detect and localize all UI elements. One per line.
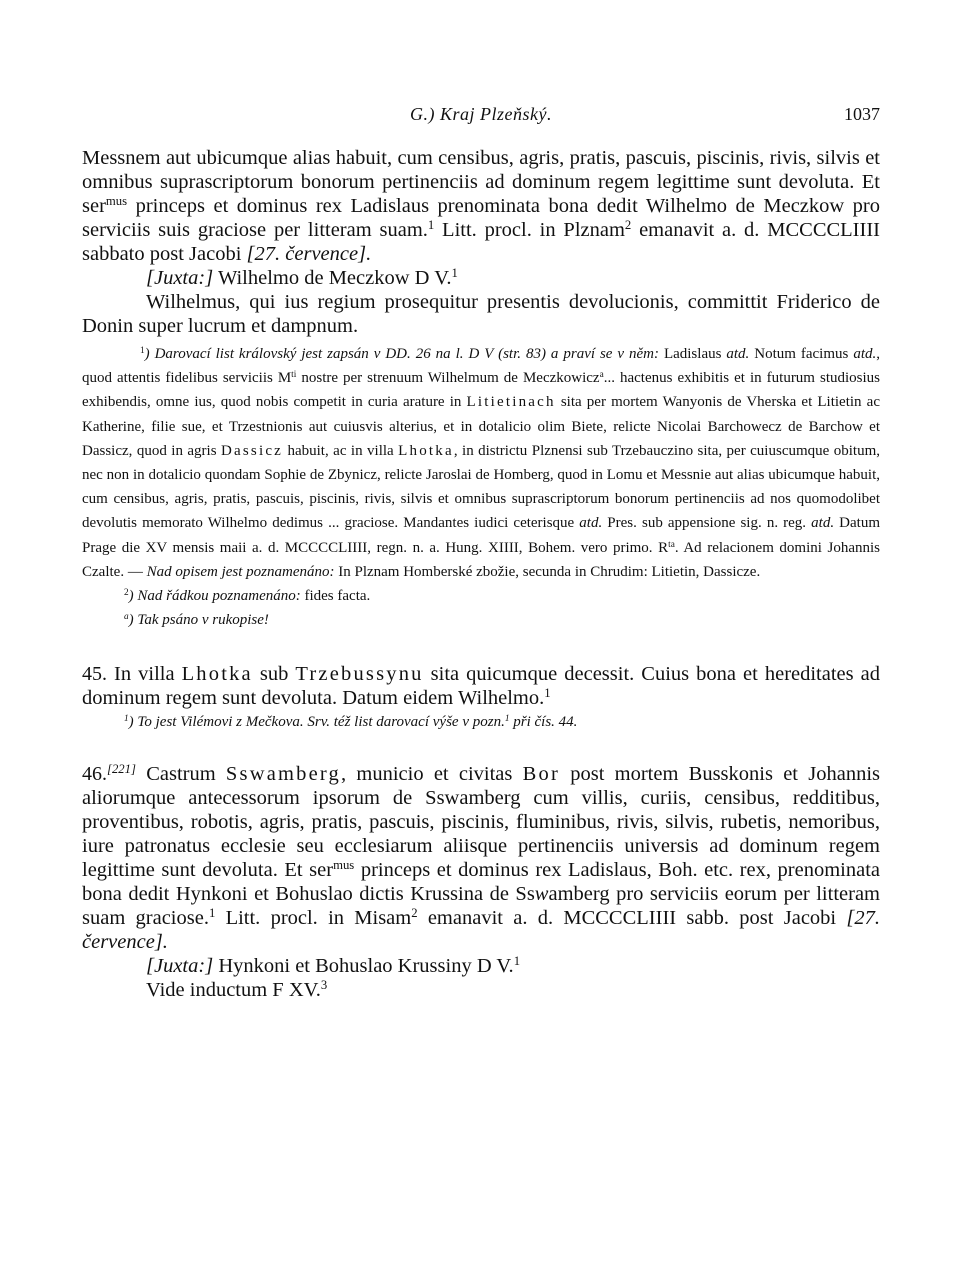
juxta-line: [Juxta:] Wilhelmo de Meczkow D V.$^1$ bbox=[146, 266, 458, 289]
page-number: 1037 bbox=[844, 104, 880, 124]
wilhelmus-paragraph: Wilhelmus, qui ius regium prosequitur presentis devolucionis, committit Friderico de Donin super lucrum et dampnum. bbox=[82, 291, 880, 337]
entry-46: 46.[221] Castrum Sswamberg, municio et civitas Bor post mortem Busskonis et Johannis aliorumque antecessorum ipsorum de Sswamberg cum villis, curiis, censibus, redditibus, proventibus, robotis, agris, pratis, pascuis, piscinis, fluminibus, rivis, silvis, rubetis, nemoribus, iure patronatus ecclesie seu ecclesiarum aliisque pertinenciis universis ad dominum regem legittime sunt devoluta. Et ser$^{mus}$ princeps et dominus rex Ladislaus, Boh. etc. rex, prenominata bona dedit Hynkoni et Bohuslao dictis Krussina de Sswamberg pro serviciis eorum per litteram suam graciose.$^1$ Litt. procl. in Misam$^2$ emanavit a. d. MCCCCLIIII sabb. post Jacobi [27. července]. bbox=[82, 762, 880, 954]
footnote-entry-45: $^1$) To jest Vilémovi z Mečkova. Srv. též list darovací výše v pozn.$^1$ při čís. 44. bbox=[124, 713, 578, 731]
date-note: [27. července]. bbox=[82, 907, 880, 954]
entry-number: 46. bbox=[82, 763, 107, 786]
place-name: Lhotka bbox=[398, 442, 454, 459]
page-header bbox=[82, 104, 880, 128]
date-note: [27. července]. bbox=[246, 243, 372, 265]
footnote-a: $^a$) Tak psáno v rukopise! bbox=[124, 611, 269, 629]
place-name: Dassicz bbox=[220, 442, 284, 459]
place-name: Sswamberg bbox=[225, 763, 342, 786]
juxta-line: [Juxta:] Hynkoni et Bohuslao Krussiny D V.$^1$ bbox=[146, 954, 521, 978]
entry-45: 45. In villa Lhotka sub Trzebussynu sita quicumque decessit. Cuius bona et hereditates ad dominum regem sunt devoluta. Datum eidem Wilhelmo.$^1$ bbox=[82, 663, 880, 710]
vide-line: Vide inductum F XV.$^3$ bbox=[146, 978, 328, 1002]
entry-44-continuation: Messnem aut ubicumque alias habuit, cum censibus, agris, pratis, pascuis, piscinis, rivis, silvis et omnibus suprascriptorum bonorum pertinenciis ad dominum regem legittime sunt devoluta. Et ser$^{mus}$ princeps et dominus rex Ladislaus prenominata bona dedit Wilhelmo de Meczkow pro serviciis suis graciose per litteram suam.$^1$ Litt. procl. in Plznam$^2$ emanavit a. d. MCCCCLIIII sabbato post Jacobi [27. července]. bbox=[82, 147, 880, 265]
place-name: Lhotka bbox=[181, 663, 253, 686]
folio-ref: [221] bbox=[107, 762, 136, 777]
place-name: Trzebussynu bbox=[295, 663, 424, 686]
spacer bbox=[82, 632, 880, 662]
footnote-ref: 2 bbox=[624, 218, 632, 233]
footnote-2: $^2$) Nad řádkou poznamenáno: fides facta. bbox=[124, 587, 371, 605]
running-title: G.) Kraj Plzeňský. bbox=[410, 104, 552, 124]
spacer bbox=[82, 734, 880, 762]
entry-number: 45. bbox=[82, 663, 107, 686]
place-name: Litietinach bbox=[466, 394, 556, 411]
page-content bbox=[82, 146, 880, 1002]
place-name: Bor bbox=[522, 763, 560, 786]
footnote-ref: 1 bbox=[427, 218, 435, 233]
footnote-1: $^1$) Darovací list královský jest zapsán v DD. 26 na l. D V (str. 83) a praví se v něm: Ladislaus atd. Notum facimus atd., quod attentis fidelibus serviciis $M^{ti}$ nostre per strenuum Wilhelmum de Meczkowicz$^a$... hactenus exhibitis et in futurum studiosius exhibendis, omne ius, quod nobis competit in curia arature in Litietinach sita per mortem Wanyonis de Vherska et Litietin ac Katherine, filie sue, et Trzestnionis aut cuiusvis alterius, et in dotalicio olim Biete, relicte Nicolai Barchowecz de Barchow et Dassicz, quod in agris Dassicz habuit, ac in villa Lhotka, in districtu Plznensi sub Trzebauczino sita, per cuiuscumque obitum, nec non in dotalicio quondam Sophie de Zbynicz, relicte Jaroslai de Homberg, quod in Lomu et Messnie aut alias ubicumque habuit, cum censibus, agris, pratis, pascuis, piscinis, rivis, silvis et omnibus suprascriptorum bonorum pertinenciis ad nos quomodolibet devolutis memorato Wilhelmo dedimus ... graciose. Mandantes iudici ceterisque atd. Pres. sub appensione sig. n. reg. atd. Datum Prage die XV mensis maii a. d. MCCCCLIIII, regn. n. a. Hung. XIIII, Bohem. vero primo. $R^{ta}$. Ad relacionem domini Johannis Czalte. — Nad opisem jest poznamenáno: In Plznam Homberské zbožie, secunda in Chrudim: Litietin, Dassicze. bbox=[82, 345, 881, 580]
